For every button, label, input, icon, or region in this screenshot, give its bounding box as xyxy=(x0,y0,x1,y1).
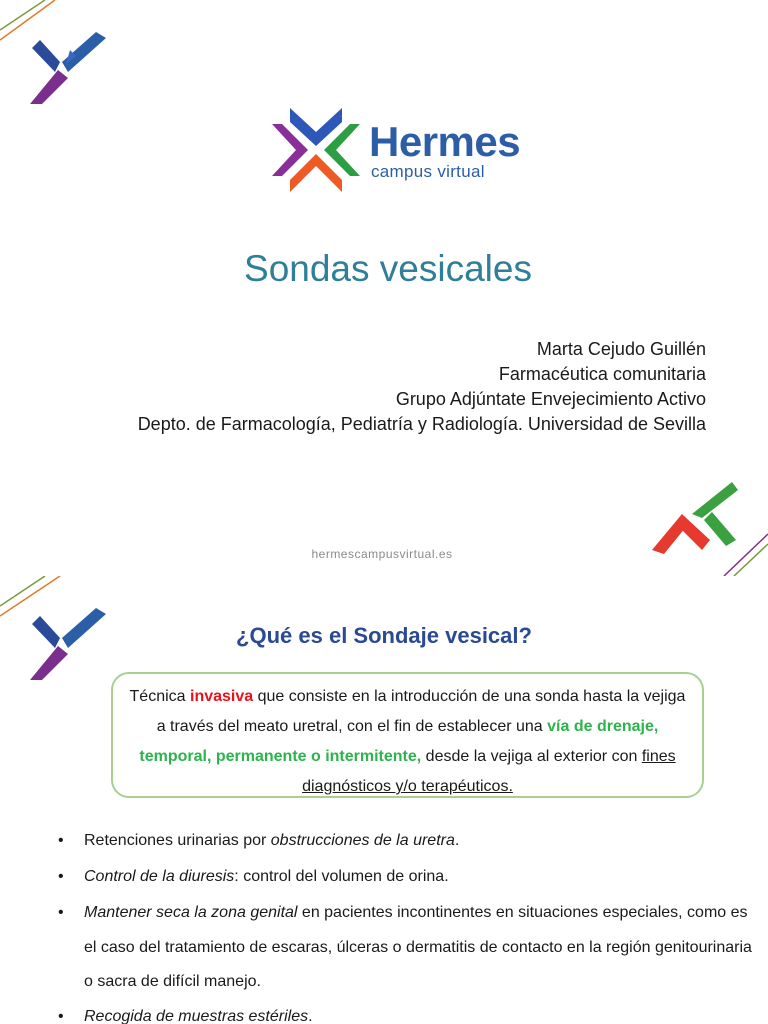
content-slide xyxy=(0,576,768,1024)
definition-text-1: Técnica xyxy=(129,688,190,705)
bullet-tail: : control del volumen de orina. xyxy=(234,868,449,885)
website-url: hermescampusvirtual.es xyxy=(311,547,453,561)
list-item xyxy=(58,824,758,858)
author-group: Grupo Adjúntate Envejecimiento Activo xyxy=(395,389,706,409)
corner-chevron-decoration-top-left xyxy=(0,0,120,110)
bullet-italic: Control de la diuresis xyxy=(84,868,235,885)
definition-underlined-purpose: fines diagnósticos y/o terapéuticos. xyxy=(302,748,676,795)
logo-tagline: campus virtual xyxy=(371,162,485,181)
slide-title: Sondas vesicales xyxy=(244,248,532,289)
list-item xyxy=(58,1000,758,1024)
bullet-italic: Mantener seca la zona genital xyxy=(84,904,298,921)
bullet-italic: Recogida de muestras estériles xyxy=(84,1007,309,1024)
definition-box xyxy=(111,672,704,798)
author-role: Farmacéutica comunitaria xyxy=(498,364,706,384)
definition-emphasis-invasive: invasiva xyxy=(190,688,254,705)
logo-brand-name: Hermes xyxy=(369,118,521,165)
bullet-tail: . xyxy=(454,832,460,849)
definition-emphasis-drainage: vía de drenaje, temporal, permanente o intermitente, xyxy=(139,718,659,765)
section-heading: ¿Qué es el Sondaje vesical? xyxy=(236,623,532,648)
author-department: Depto. de Farmacología, Pediatría y Radiología. Universidad de Sevilla xyxy=(137,414,706,434)
definition-text-3: desde la vejiga al exterior con xyxy=(421,748,642,765)
indications-list xyxy=(58,824,758,1024)
author-name: Marta Cejudo Guillén xyxy=(536,339,706,359)
author-block xyxy=(138,337,706,437)
hermes-logo-icon xyxy=(268,104,364,196)
bullet-tail: . xyxy=(308,1007,313,1024)
bullet-italic: obstrucciones de la uretra xyxy=(270,832,455,849)
list-item xyxy=(58,860,758,894)
list-item xyxy=(58,896,758,1000)
bullet-text: Retenciones urinarias por xyxy=(84,832,271,849)
bullet-tail: en pacientes incontinentes en situaciones especiales, como es el caso del tratamiento de escaras, úlceras o dermatitis de contacto en la región genitourinaria o sacra de difícil manejo. xyxy=(84,904,752,990)
definition-text-2: que consiste en la introducción de una sonda hasta la vejiga a través del meato uretral, con el fin de establecer una xyxy=(156,688,686,735)
